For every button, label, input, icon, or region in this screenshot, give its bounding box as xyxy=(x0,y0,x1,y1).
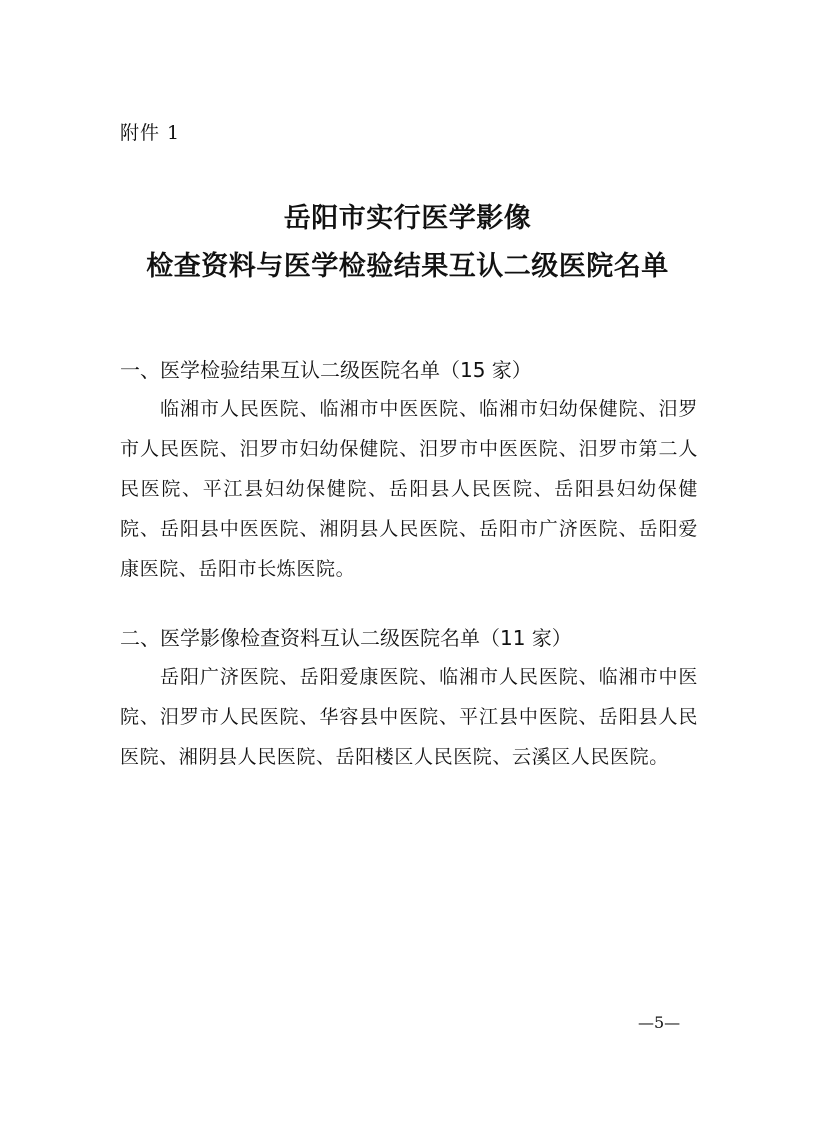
section-body-lab-results: 临湘市人民医院、临湘市中医医院、临湘市妇幼保健院、汨罗市人民医院、汨罗市妇幼保健院、汨罗市中医医院、汨罗市第二人民医院、平江县妇幼保健院、岳阳县人民医院、岳阳县妇幼保健院、岳阳县中医医院、湘阴县人民医院、岳阳市广济医院、岳阳爱康医院、岳阳市长炼医院。 xyxy=(120,398,698,580)
attachment-label: 附件 1 xyxy=(120,122,181,144)
section-heading-imaging: 二、医学影像检查资料互认二级医院名单（11 家） xyxy=(120,626,572,650)
document-title-line-1: 岳阳市实行医学影像 xyxy=(283,203,532,234)
section-body-imaging: 岳阳广济医院、岳阳爱康医院、临湘市人民医院、临湘市中医院、汨罗市人民医院、华容县中医院、平江县中医院、岳阳县人民医院、湘阴县人民医院、岳阳楼区人民医院、云溪区人民医院。 xyxy=(120,666,698,768)
page-number: —5— xyxy=(638,1013,681,1032)
document-title-line-2: 检查资料与医学检验结果互认二级医院名单 xyxy=(146,251,669,282)
section-heading-lab-results: 一、医学检验结果互认二级医院名单（15 家） xyxy=(120,358,532,382)
